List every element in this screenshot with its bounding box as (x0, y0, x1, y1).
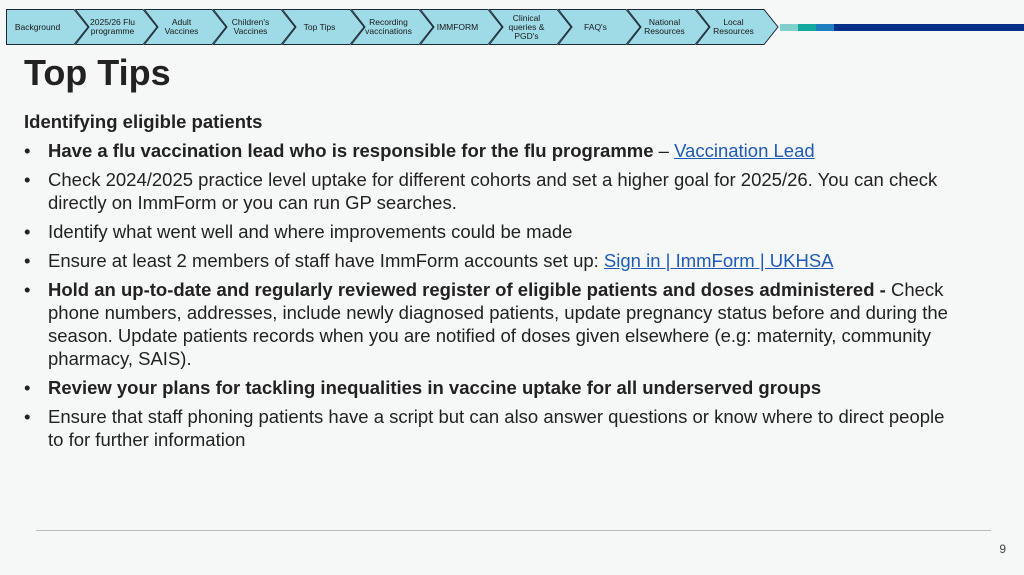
list-item (24, 405, 964, 451)
bullet-text: Check phone numbers, addresses, include newly diagnosed patients, update pregnancy status before and during the season. Update patients records when you are notified of doses given elsewhere (e.g: maternity, community pharmacy, SAIS). (48, 279, 948, 369)
nav-tab-label: National Resources (644, 17, 685, 36)
section-subheading: Identifying eligible patients (24, 111, 263, 132)
strip-segment (816, 24, 834, 31)
nav-tab-label: Local Resources (713, 17, 754, 36)
strip-segment (798, 24, 816, 31)
list-item (24, 139, 964, 162)
bullet-text: Ensure at least 2 members of staff have ImmForm accounts set up: (48, 250, 604, 271)
main-content (24, 110, 964, 457)
bullet-bold-text: Review your plans for tackling inequalities in vaccine uptake for all underserved groups (48, 377, 822, 398)
nav-tab-label: Top Tips (303, 21, 336, 32)
list-item (24, 376, 964, 399)
list-item (24, 249, 964, 272)
nav-tab-local-resources[interactable] (696, 9, 765, 45)
footer-divider (36, 530, 991, 531)
tips-list (24, 139, 964, 451)
vaccination-lead-link[interactable]: Vaccination Lead (674, 140, 815, 161)
nav-tab-national-resources[interactable] (627, 9, 696, 45)
nav-tab-recording-vaccinations[interactable] (351, 9, 420, 45)
nav-tab-background[interactable] (6, 9, 75, 45)
bullet-bold-text: Hold an up-to-date and regularly reviewed register of eligible patients and doses administered - (48, 279, 886, 300)
nav-tab-childrens-vaccines[interactable] (213, 9, 282, 45)
list-item (24, 220, 964, 243)
bullet-text: Ensure that staff phoning patients have a script but can also answer questions or know where to direct people to for further information (48, 406, 945, 450)
nav-tab-label: IMMFORM (436, 21, 479, 32)
section-navigation (6, 9, 765, 45)
strip-segment (780, 24, 798, 31)
immform-sign-in-link[interactable]: Sign in | ImmForm | UKHSA (603, 250, 834, 271)
nav-tab-adult-vaccines[interactable] (144, 9, 213, 45)
bullet-text: Identify what went well and where improvements could be made (48, 221, 573, 242)
nav-tab-faqs[interactable] (558, 9, 627, 45)
nav-tab-top-tips[interactable] (282, 9, 351, 45)
page-title: Top Tips (24, 52, 171, 93)
nav-tab-label: Adult Vaccines (164, 17, 199, 36)
strip-segment (834, 24, 1024, 31)
list-item (24, 278, 964, 370)
nav-tab-label: Background (14, 21, 61, 32)
nav-tab-label: Children's Vaccines (231, 17, 270, 36)
nav-tab-label: 2025/26 Flu programme (90, 17, 135, 36)
bullet-bold-text: Have a flu vaccination lead who is responsible for the flu programme (48, 140, 654, 161)
nav-tab-label: Clinical queries & PGD's (508, 12, 545, 41)
nav-tab-label: Recording vaccinations (365, 17, 412, 36)
bullet-text: Check 2024/2025 practice level uptake for different cohorts and set a higher goal for 2025/26. You can check directly on ImmForm or you can run GP searches. (48, 169, 938, 213)
nav-tab-label: FAQ's (584, 21, 607, 32)
page-number: 9 (999, 542, 1006, 556)
nav-tab-clinical-queries[interactable] (489, 9, 558, 45)
nav-tab-flu-programme[interactable] (75, 9, 144, 45)
list-item (24, 168, 964, 214)
nav-tab-immform[interactable] (420, 9, 489, 45)
brand-color-strip (780, 24, 1024, 31)
bullet-dash: – (653, 140, 675, 161)
